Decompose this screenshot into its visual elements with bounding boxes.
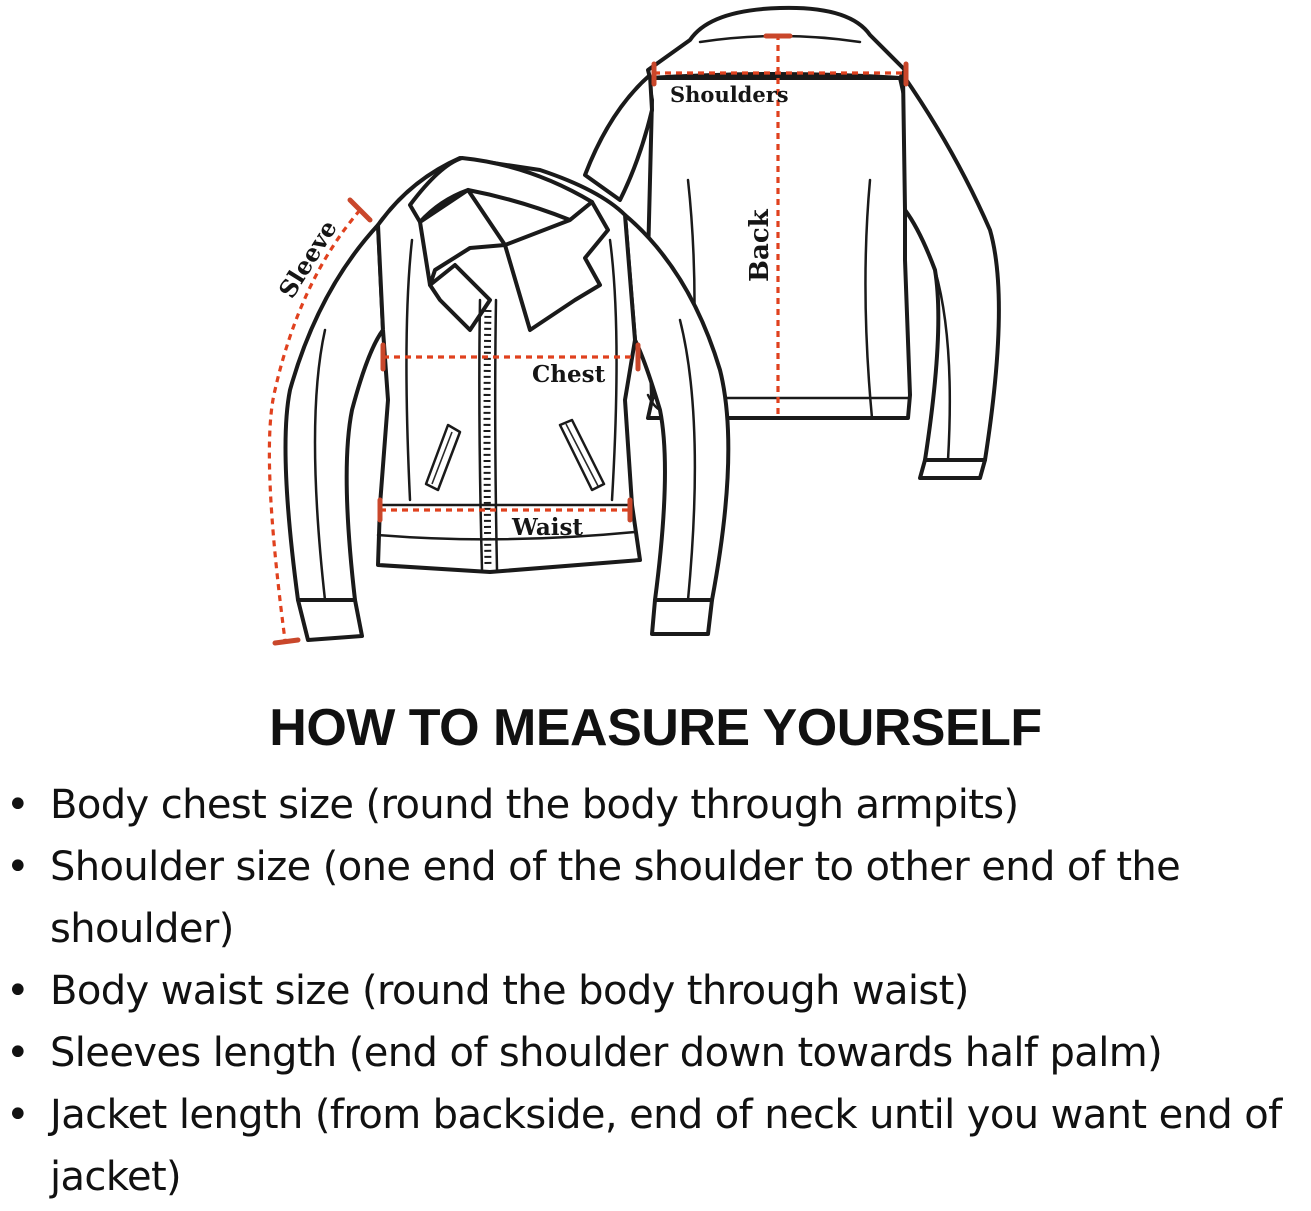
shoulders-label: Shoulders bbox=[670, 82, 789, 107]
instruction-text: Body chest size (round the body through armpits) bbox=[50, 782, 1019, 828]
instruction-item-chest bbox=[0, 774, 1311, 836]
bullet-icon: • bbox=[6, 968, 29, 1014]
instruction-text: Sleeves length (end of shoulder down towards half palm) bbox=[50, 1030, 1163, 1076]
waist-label: Waist bbox=[512, 514, 584, 541]
instruction-text: Body waist size (round the body through waist) bbox=[50, 968, 969, 1014]
bullet-icon: • bbox=[6, 1030, 29, 1076]
back-label: Back bbox=[745, 209, 775, 282]
sleeve-tick-top bbox=[350, 200, 370, 220]
chest-label: Chest bbox=[532, 361, 606, 388]
bullet-icon: • bbox=[6, 1092, 29, 1138]
instruction-item-sleeves bbox=[0, 1022, 1311, 1084]
instruction-item-shoulder bbox=[0, 836, 1311, 960]
page-title: HOW TO MEASURE YOURSELF bbox=[269, 699, 1042, 757]
instruction-item-waist bbox=[0, 960, 1311, 1022]
sleeve-label: Sleeve bbox=[272, 214, 343, 304]
bullet-icon: • bbox=[6, 844, 29, 890]
instruction-text: Shoulder size (one end of the shoulder to other end of the shoulder) bbox=[50, 844, 1181, 952]
measurement-instructions-list bbox=[0, 774, 1311, 1208]
sleeve-tick-bottom bbox=[275, 640, 298, 643]
instruction-item-jacket-length bbox=[0, 1084, 1311, 1208]
bullet-icon: • bbox=[6, 782, 29, 828]
instruction-text: Jacket length (from backside, end of neck until you want end of jacket) bbox=[50, 1092, 1282, 1200]
